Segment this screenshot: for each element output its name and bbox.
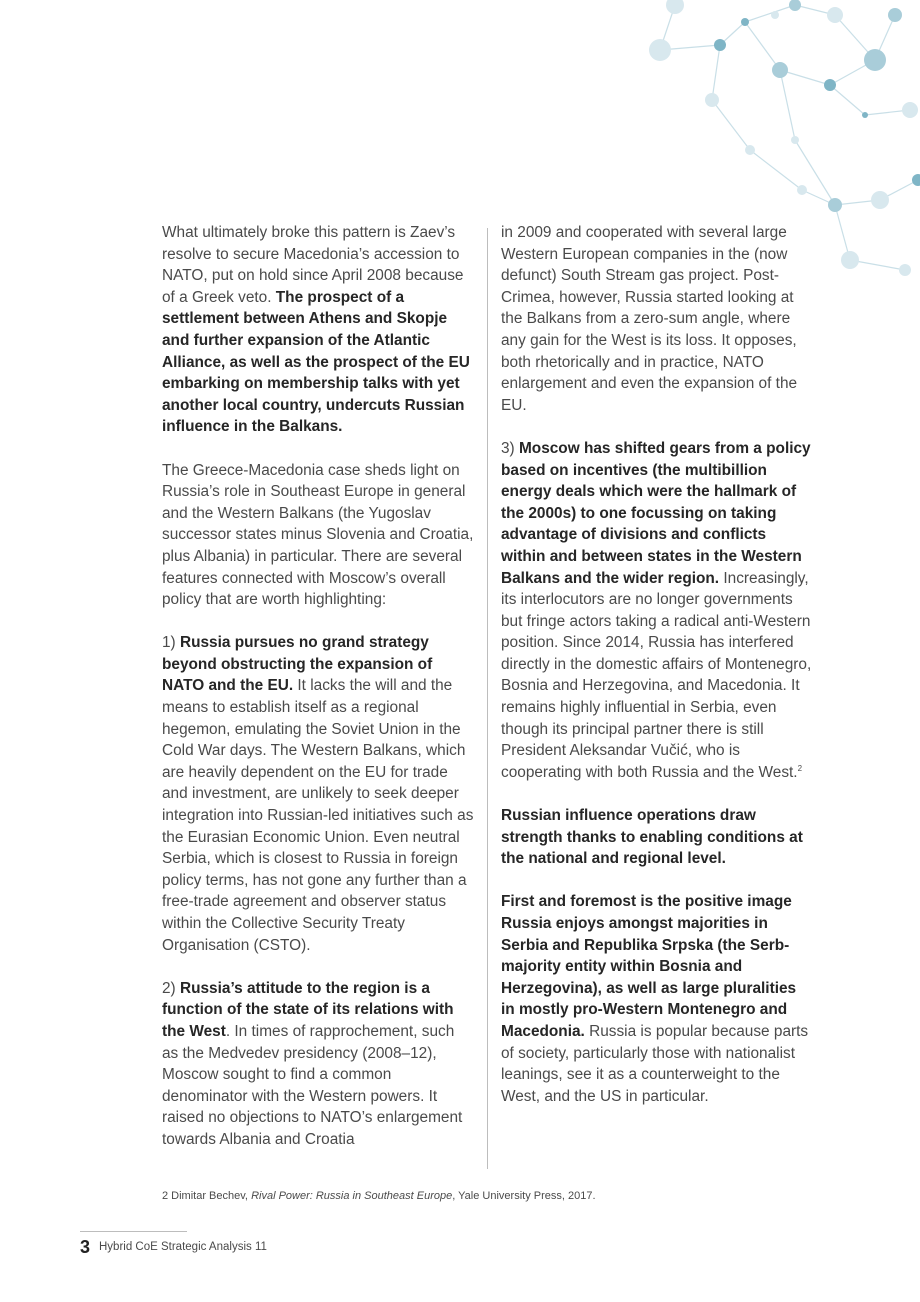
publication-title: Hybrid CoE Strategic Analysis 11 — [99, 1241, 267, 1253]
footnote — [162, 1190, 596, 1202]
paragraph — [162, 978, 474, 1151]
paragraph-bold-text: Russia pursues no grand strategy beyond obstructing the expansion of NATO and the EU. — [162, 634, 433, 695]
paragraph — [501, 222, 813, 416]
page-number: 3 — [80, 1237, 91, 1257]
paragraph-text: in 2009 and cooperated with several large Western European companies in the (now defunct) South Stream gas project. Post-Crimea, however, Russia started looking at the Balkans from a zero-sum angle, where any gain for the West is its loss. It opposes, both rhetorically and in practice, NATO enlargement and even the expansion of the EU. — [501, 224, 798, 414]
paragraph-bold-text: Russia’s attitude to the region is a function of the state of its relations with the West — [162, 979, 454, 1040]
paragraph — [501, 438, 813, 784]
right-column — [501, 222, 813, 1129]
footnote-text: 2 Dimitar Bechev, — [162, 1190, 252, 1202]
paragraph-text: Russia is popular because parts of society, particularly those with nationalist leanings, see it as a counterweight to the West, and the US in particular. — [501, 1022, 809, 1105]
paragraph — [162, 460, 474, 611]
paragraph-text: . In times of rapprochement, such as the Medvedev presidency (2008–12), Moscow sought to find a common denominator with the Western powers. It raised no objections to NATO’s enlargement towards Albania and Croatia — [162, 1022, 463, 1148]
paragraph-text: Increasingly, its interlocutors are no longer governments but fringe actors taking a radical anti-Western position. Since 2014, Russia has interfered directly in the domestic affairs of Montenegro, Bosnia and Herzegovina, and Macedonia. It remains highly influential in Serbia, even though its principal partner there is still President Aleksandar Vučić, who is cooperating with both Russia and the West. — [501, 569, 812, 781]
list-number: 3) — [501, 439, 519, 457]
paragraph — [501, 805, 813, 870]
paragraph-bold-text: First and foremost is the positive image Russia enjoys amongst majorities in Serbia and Republika Srpska (the Serb-majority entity within Bosnia and Herzegovina), as well as large pluralities in mostly pro-Western Montenegro and Macedonia. — [501, 893, 797, 1040]
footer-rule — [80, 1231, 187, 1232]
left-column — [162, 222, 474, 1172]
paragraph — [162, 632, 474, 956]
list-number: 2) — [162, 979, 180, 997]
paragraph-text: What ultimately broke this pattern is Zaev’s resolve to secure Macedonia’s accession to NATO, put on hold since April 2008 because of a Greek veto. — [162, 224, 464, 306]
paragraph-bold-text: Russian influence operations draw strength thanks to enabling conditions at the national and regional level. — [501, 807, 803, 868]
paragraph-bold-text: The prospect of a settlement between Athens and Skopje and further expansion of the Atlantic Alliance, as well as the prospect of the EU embarking on membership talks with yet another local country, undercuts Russian influence in the Balkans. — [162, 288, 470, 436]
paragraph-text: The Greece-Macedonia case sheds light on Russia’s role in Southeast Europe in general and the Western Balkans (the Yugoslav successor states minus Slovenia and Croatia, plus Albania) in particular. There are several features connected with Moscow’s overall policy that are worth highlighting: — [162, 461, 474, 609]
column-divider — [487, 228, 488, 1169]
paragraph-text: It lacks the will and the means to establish itself as a regional hegemon, emulating the Soviet Union in the Cold War days. The Western Balkans, which are heavily dependent on the EU for trade and investment, are unlikely to seek deeper integration into Russian-led initiatives such as the Eurasian Economic Union. Even neutral Serbia, which is closest to Russia in foreign policy terms, has not gone any further than a free-trade agreement and observer status within the Collective Security Treaty Organisation (CSTO). — [162, 677, 474, 954]
paragraph — [501, 891, 813, 1107]
list-number: 1) — [162, 634, 180, 652]
paragraph — [162, 222, 474, 438]
footnote-book-title: Rival Power: Russia in Southeast Europe — [251, 1190, 453, 1202]
paragraph-bold-text: Moscow has shifted gears from a policy based on incentives (the multibillion energy deals which were the hallmark of the 2000s) to one focussing on taking advantage of divisions and conflicts within and between states in the Western Balkans and the wider region. — [501, 439, 811, 587]
footnote-reference[interactable]: 2 — [797, 763, 803, 773]
footnote-text: , Yale University Press, 2017. — [452, 1190, 596, 1202]
